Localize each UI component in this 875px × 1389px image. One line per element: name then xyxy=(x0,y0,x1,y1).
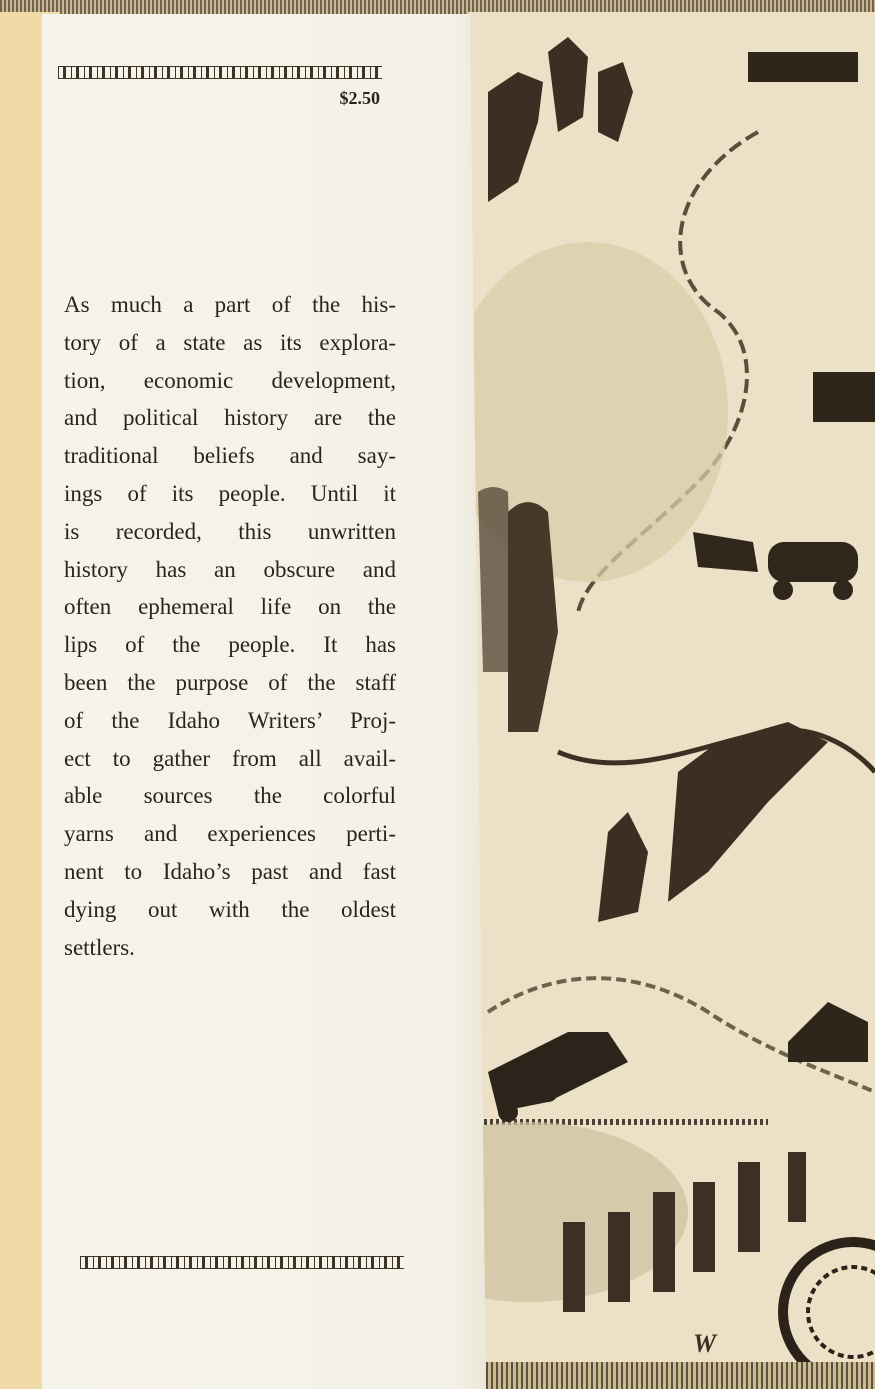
cover-illustration-map xyxy=(468,12,875,1364)
decorative-border-bottom xyxy=(80,1256,404,1269)
blurb-line: and political history are the xyxy=(64,405,396,431)
flap-blurb-text xyxy=(64,286,396,966)
blurb-line: ect to gather from all avail- xyxy=(64,745,396,771)
blurb-line: often ephemeral life on the xyxy=(64,594,396,620)
decorative-border-top xyxy=(58,66,382,79)
blurb-line: settlers. xyxy=(64,934,135,960)
blurb-line: tory of a state as its explora- xyxy=(64,329,396,355)
blurb-line: dying out with the oldest xyxy=(64,896,396,922)
blurb-line: is recorded, this unwritten xyxy=(64,518,396,544)
blurb-line: been the purpose of the staff xyxy=(64,669,396,695)
illustrated-map-svg xyxy=(468,12,875,1364)
blurb-line: ings of its people. Until it xyxy=(64,480,396,506)
blurb-line: yarns and experiences perti- xyxy=(64,821,396,847)
blurb-line: As much a part of the his- xyxy=(64,292,396,317)
cover-bottom-edge-texture xyxy=(486,1362,875,1389)
compass-letter-w: W xyxy=(693,1329,717,1358)
blurb-line: nent to Idaho’s past and fast xyxy=(64,858,396,884)
blurb-line: lips of the people. It has xyxy=(64,632,396,658)
price-label: $2.50 xyxy=(339,88,380,108)
blurb-line: traditional beliefs and say- xyxy=(64,443,396,469)
blurb-line: tion, economic development, xyxy=(64,367,396,393)
blurb-line: history has an obscure and xyxy=(64,556,396,582)
blurb-line: of the Idaho Writers’ Proj- xyxy=(64,707,396,733)
blurb-line: able sources the colorful xyxy=(64,783,396,809)
